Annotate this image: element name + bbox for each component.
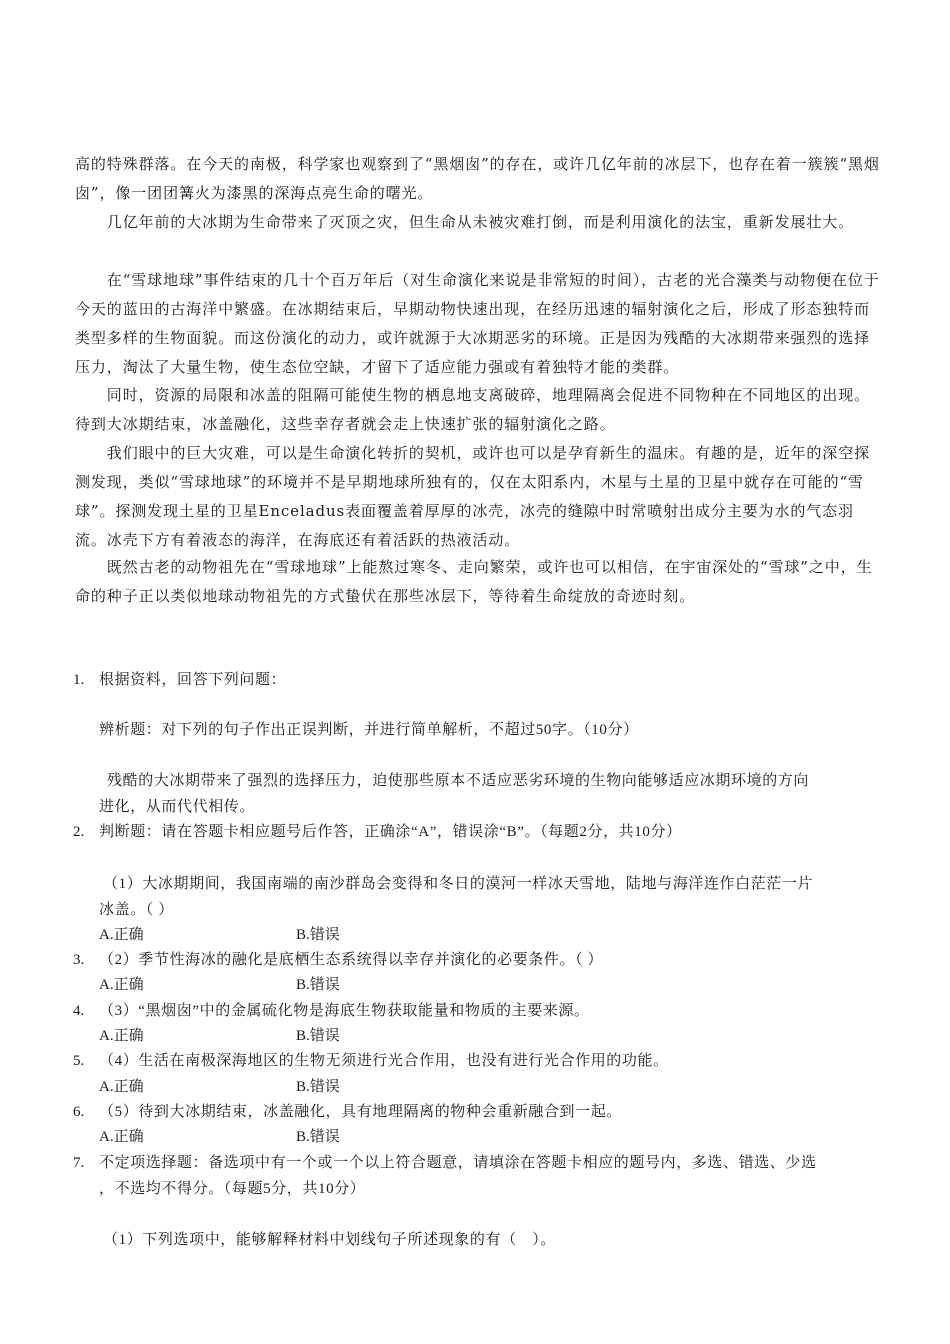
question-7-sub-question: （1）下列选项中，能够解释材料中划线句子所述现象的有（ ）。 — [103, 1232, 557, 1248]
passage-paragraph-5: 我们眼中的巨大灾难，可以是生命演化转折的契机，或许也可以是孕育新生的温床。有趣的是，近年的深空探测发现，类似“雪球地球”的环境并不是早期地球所独有的，仅在太阳系内，木星与土星的卫星中就存在可能的“雪球”。探测发现土星的卫星Enceladus表面覆盖着厚厚的冰壳，冰壳的缝隙中时常喷射出成分主要为水的气态羽流。冰壳下方有着液态的海洋，在海底还有着活跃的热液活动。 — [75, 444, 871, 549]
passage-paragraph-6: 既然古老的动物祖先在“雪球地球”上能熬过寒冬、走向繁荣，或许也可以相信，在宇宙深处的“雪球”之中，生命的种子正以类似地球动物祖先的方式蛰伏在那些冰层下，等待着生命绽放的奇迹时刻。 — [75, 558, 873, 605]
question-1-text: 根据资料，回答下列问题： — [99, 672, 287, 688]
question-3-option-b[interactable]: B.错误 — [296, 977, 340, 993]
question-5-number: 5. — [73, 1053, 85, 1069]
question-2-item-line2: 冰盖。（ ） — [99, 902, 174, 918]
question-4-option-b[interactable]: B.错误 — [296, 1028, 340, 1044]
question-4-number: 4. — [73, 1003, 85, 1019]
question-1-instruction: 辨析题：对下列的句子作出正误判断，并进行简单解析，不超过50字。（10分） — [99, 722, 639, 738]
question-6-number: 6. — [73, 1104, 85, 1120]
question-7-text-line1: 不定项选择题：备选项中有一个或一个以上符合题意，请填涂在答题卡相应的题号内，多选、错选、少选 — [99, 1155, 817, 1171]
question-3-option-a[interactable]: A.正确 — [99, 977, 144, 993]
question-1-statement-line1: 残酷的大冰期带来了强烈的选择压力，迫使那些原本不适应恶劣环境的生物向能够适应冰期环境的方向 — [107, 773, 810, 789]
question-2-text: 判断题：请在答题卡相应题号后作答，正确涂“A”，错误涂“B”。（每题2分，共10分） — [99, 824, 682, 840]
question-1-statement-line2: 进化，从而代代相传。 — [99, 799, 256, 815]
question-1-number: 1. — [73, 672, 85, 688]
passage-paragraph-4: 同时，资源的局限和冰盖的阻隔可能使生物的栖息地支离破碎，地理隔离会促进不同物种在不同地区的出现。待到大冰期结束，冰盖融化，这些幸存者就会走上快速扩张的辐射演化之路。 — [75, 386, 871, 433]
question-2-option-b[interactable]: B.错误 — [296, 927, 340, 943]
question-6-text: （5）待到大冰期结束，冰盖融化，具有地理隔离的物种会重新融合到一起。 — [99, 1104, 622, 1120]
question-5-option-b[interactable]: B.错误 — [296, 1079, 340, 1095]
question-4-option-a[interactable]: A.正确 — [99, 1028, 144, 1044]
question-7-number: 7. — [73, 1155, 85, 1171]
question-4-text: （3）“黑烟囱”中的金属硫化物是海底生物获取能量和物质的主要来源。 — [99, 1003, 590, 1019]
question-2-item-line1: （1）大冰期期间，我国南端的南沙群岛会变得和冬日的漠河一样冰天雪地，陆地与海洋连作白茫茫一片 — [103, 876, 814, 892]
question-7-text-line2: ，不选均不得分。（每题5分，共10分） — [99, 1181, 366, 1197]
question-5-text: （4）生活在南极深海地区的生物无须进行光合作用，也没有进行光合作用的功能。 — [99, 1053, 669, 1069]
question-3-number: 3. — [73, 952, 85, 968]
question-2-option-a[interactable]: A.正确 — [99, 927, 144, 943]
question-5-option-a[interactable]: A.正确 — [99, 1079, 144, 1095]
passage-paragraph-3: 在“雪球地球”事件结束的几十个百万年后（对生命演化来说是非常短的时间），古老的光合藻类与动物便在位于今天的蓝田的古海洋中繁盛。在冰期结束后，早期动物快速出现，在经历迅速的辐射演化之后，形成了形态独特而类型多样的生物面貌。而这份演化的动力，或许就源于大冰期恶劣的环境。正是因为残酷的大冰期带来强烈的选择压力，淘汰了大量生物，使生态位空缺，才留下了适应能力强或有着独特才能的类群。 — [75, 271, 880, 376]
question-6-option-b[interactable]: B.错误 — [296, 1129, 340, 1145]
question-3-text: （2）季节性海冰的融化是底栖生态系统得以幸存并演化的必要条件。（ ） — [99, 952, 604, 968]
question-2-number: 2. — [73, 824, 85, 840]
question-6-option-a[interactable]: A.正确 — [99, 1129, 144, 1145]
passage-paragraph-1: 高的特殊群落。在今天的南极，科学家也观察到了“黑烟囱”的存在，或许几亿年前的冰层下，也存在着一簇簇“黑烟囱”，像一团团篝火为漆黑的深海点亮生命的曙光。 — [75, 155, 880, 202]
passage-paragraph-2: 几亿年前的大冰期为生命带来了灭顶之灾，但生命从未被灾难打倒，而是利用演化的法宝，重新发展壮大。 — [75, 213, 855, 231]
